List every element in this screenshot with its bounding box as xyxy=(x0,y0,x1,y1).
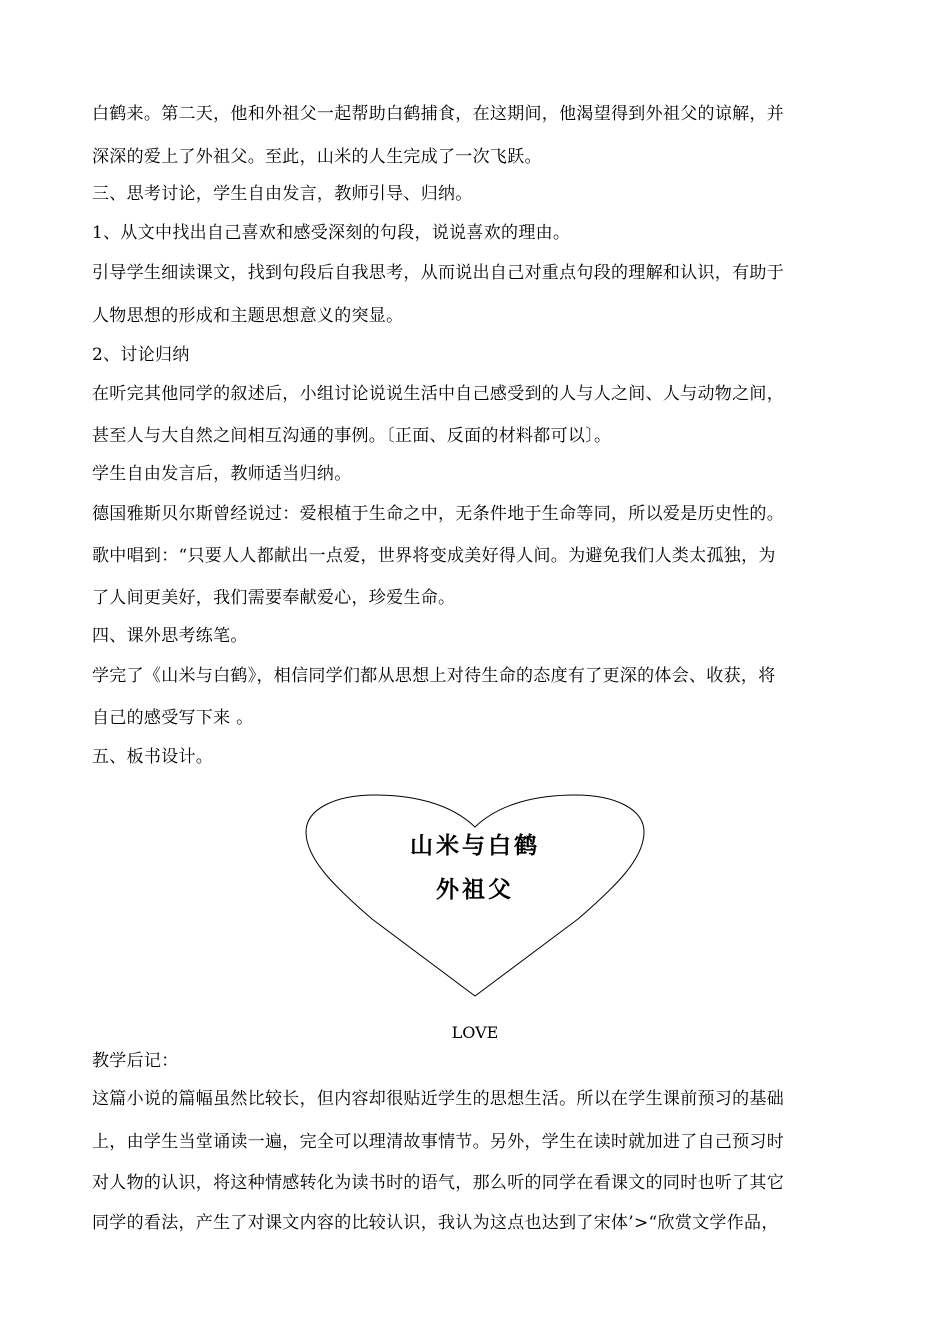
text-line: 深深的爱上了外祖父。至此，山米的人生完成了一次飞跃。 xyxy=(92,147,542,167)
text-line: 对人物的认识，将这种情感转化为读书时的语气，那么听的同学在看课文的同时也听了其它 xyxy=(92,1173,784,1193)
text-line: 学完了《山米与白鹤》，相信同学们都从思想上对待生命的态度有了更深的体会、收获，将 xyxy=(92,666,776,686)
text-line: 2、讨论归纳 xyxy=(92,345,190,365)
text-line: 在听完其他同学的叙述后，小组讨论说说生活中自己感受到的人与人之间、人与动物之间， xyxy=(92,384,784,404)
text-line: 上，由学生当堂诵读一遍，完全可以理清故事情节。另外，学生在读时就加进了自己预习时 xyxy=(92,1132,784,1152)
section-heading: 四、课外思考练笔。 xyxy=(92,626,248,646)
text-line: 1、从文中找出自己喜欢和感受深刻的句段，说说喜欢的理由。 xyxy=(92,223,571,243)
text-line: 了人间更美好，我们需要奉献爱心，珍爱生命。 xyxy=(92,588,456,608)
text-line: 引导学生细读课文，找到句段后自我思考，从而说出自己对重点句段的理解和认识，有助于 xyxy=(92,263,784,283)
text-line: 学生自由发言后，教师适当归纳。 xyxy=(92,464,352,484)
text-line: 这篇小说的篇幅虽然比较长，但内容却很贴近学生的思想生活。所以在学生课前预习的基础 xyxy=(92,1089,784,1109)
section-heading: 五、板书设计。 xyxy=(92,747,214,767)
section-heading: 三、思考讨论，学生自由发言，教师引导、归纳。 xyxy=(92,184,473,204)
board-title: 山米与白鹤 xyxy=(410,833,540,859)
text-line: 德国雅斯贝尔斯曾经说过：爱根植于生命之中，无条件地于生命等同，所以爱是历史性的。 xyxy=(92,504,784,524)
text-line: 自己的感受写下来 。 xyxy=(92,708,254,728)
text-line: 人物思想的形成和主题思想意义的突显。 xyxy=(92,306,404,326)
section-heading: 教学后记： xyxy=(92,1051,179,1071)
board-design-heart xyxy=(300,787,650,999)
text-line: 甚至人与大自然之间相互沟通的事例。〔正面、反面的材料都可以〕。 xyxy=(92,426,612,446)
text-line: 同学的看法，产生了对课文内容的比较认识，我认为这点也达到了宋体’>“欣赏文学作品， xyxy=(92,1213,779,1233)
text-line: 歌中唱到：“只要人人都献出一点爱，世界将变成美好得人间。为避免我们人类太孤独，为 xyxy=(92,546,776,566)
board-subtitle: 外祖父 xyxy=(436,877,514,903)
board-caption: LOVE xyxy=(451,1023,499,1042)
text-line: 白鹤来。第二天，他和外祖父一起帮助白鹤捕食，在这期间，他渴望得到外祖父的谅解，并 xyxy=(92,104,784,124)
